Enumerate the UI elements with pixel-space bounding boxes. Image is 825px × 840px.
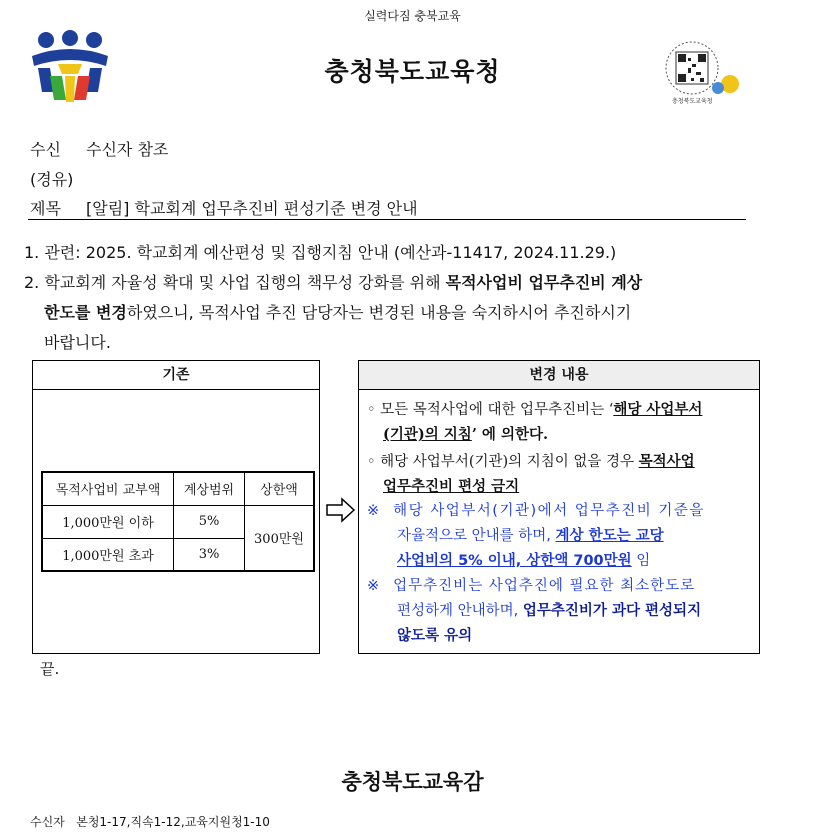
slogan: 실력다짐 충북교육 — [364, 9, 461, 23]
receivers-value: 본청1-17,직속1-12,교육지원청1-10 — [76, 815, 270, 829]
item2-end: 바랍니다. — [44, 333, 111, 352]
note-mark-icon: ※ — [367, 503, 380, 519]
note-1-line-1: 해당 사업부서(기관)에서 업무추진비 기준을 — [393, 503, 705, 519]
note-mark-icon: ※ — [367, 578, 380, 594]
bullet-1-text: 모든 목적사업에 대한 업무추진비는 ‘ — [380, 402, 614, 418]
body-item-2 — [24, 268, 746, 358]
organization-title: 충청북도교육청 — [324, 57, 501, 86]
bullet-1-emphasis-1: 해당 사업부서 — [613, 401, 703, 418]
rate-limit-value: 300만원 — [245, 505, 315, 571]
rate-row-2-amount: 1,000만원 초과 — [42, 538, 174, 571]
body-item-1: 1. 관련: 2025. 학교회계 예산편성 및 집행지침 안내 (예산과-11417, 2024.11.29.) — [24, 243, 617, 262]
receivers-label: 수신자 — [30, 815, 65, 829]
subject-value: [알림] 학교회계 업무추진비 편성기준 변경 안내 — [86, 199, 418, 218]
table-row — [42, 505, 314, 538]
note-2-line-1: 업무추진비는 사업추진에 필요한 최소한도로 — [393, 578, 696, 594]
bullet-1-emphasis-2: (기관)의 지침 — [383, 426, 472, 443]
rate-table-header-limit: 상한액 — [245, 472, 315, 505]
subject-label: 제목 — [30, 199, 61, 218]
recipient-value: 수신자 참조 — [86, 140, 169, 159]
rate-table-header-amount: 목적사업비 교부액 — [42, 472, 174, 505]
after-box — [358, 360, 760, 654]
bullet-2-emphasis-2: 업무추진비 편성 금지 — [383, 478, 520, 495]
qr-badge-caption: 충청북도교육청 — [672, 98, 713, 105]
note-2-emphasis-1: 업무추진비가 과다 편성되지 — [522, 603, 702, 619]
right-arrow-icon — [326, 497, 356, 523]
note-1-line-3-end: 임 — [631, 553, 651, 569]
note-1-line-2: 자율적으로 안내를 하며, — [397, 528, 556, 544]
rate-row-2-range: 3% — [174, 538, 245, 571]
item2-bold-2: 한도를 변경 — [44, 303, 127, 322]
item2-prefix: 2. 학교회계 자율성 확대 및 사업 집행의 책무성 강화를 위해 — [24, 273, 446, 292]
rate-table — [41, 471, 315, 572]
recipient-line — [30, 137, 168, 160]
end-mark: 끝. — [40, 660, 60, 678]
bullet-1-end: ’ 에 의한다. — [471, 426, 549, 443]
rate-row-1-amount: 1,000만원 이하 — [42, 505, 174, 538]
rate-row-1-range: 5% — [174, 505, 245, 538]
subject-line — [30, 196, 418, 219]
before-box-title: 기존 — [33, 361, 319, 390]
rate-table-header-range: 계상범위 — [174, 472, 245, 505]
note-1-emphasis-2: 사업비의 5% 이내, 상한액 700만원 — [397, 553, 632, 569]
header-divider — [28, 219, 746, 220]
item2-rest: 하였으니, 목적사업 추진 담당자는 변경된 내용을 숙지하시어 추진하시기 — [126, 303, 632, 322]
bullet-2-emphasis-1: 목적사업 — [638, 453, 695, 470]
bullet-icon: ◦ — [367, 454, 376, 470]
via-line: (경유) — [30, 170, 74, 189]
receivers-line — [30, 813, 270, 830]
item2-bold-1: 목적사업비 업무추진비 계상 — [445, 273, 643, 292]
note-2-emphasis-2: 않도록 유의 — [397, 628, 473, 644]
bullet-2-text: 해당 사업부서(기관)의 지침이 없을 경우 — [380, 454, 639, 470]
bullet-icon: ◦ — [367, 402, 376, 418]
recipient-label: 수신 — [30, 140, 61, 159]
qr-code-badge — [658, 38, 750, 110]
note-2-line-2: 편성하게 안내하며, — [397, 603, 523, 619]
note-1-emphasis-1: 계상 한도는 교당 — [555, 528, 664, 544]
after-box-title: 변경 내용 — [359, 361, 759, 390]
before-box — [32, 360, 320, 654]
signatory: 충청북도교육감 — [341, 770, 484, 794]
